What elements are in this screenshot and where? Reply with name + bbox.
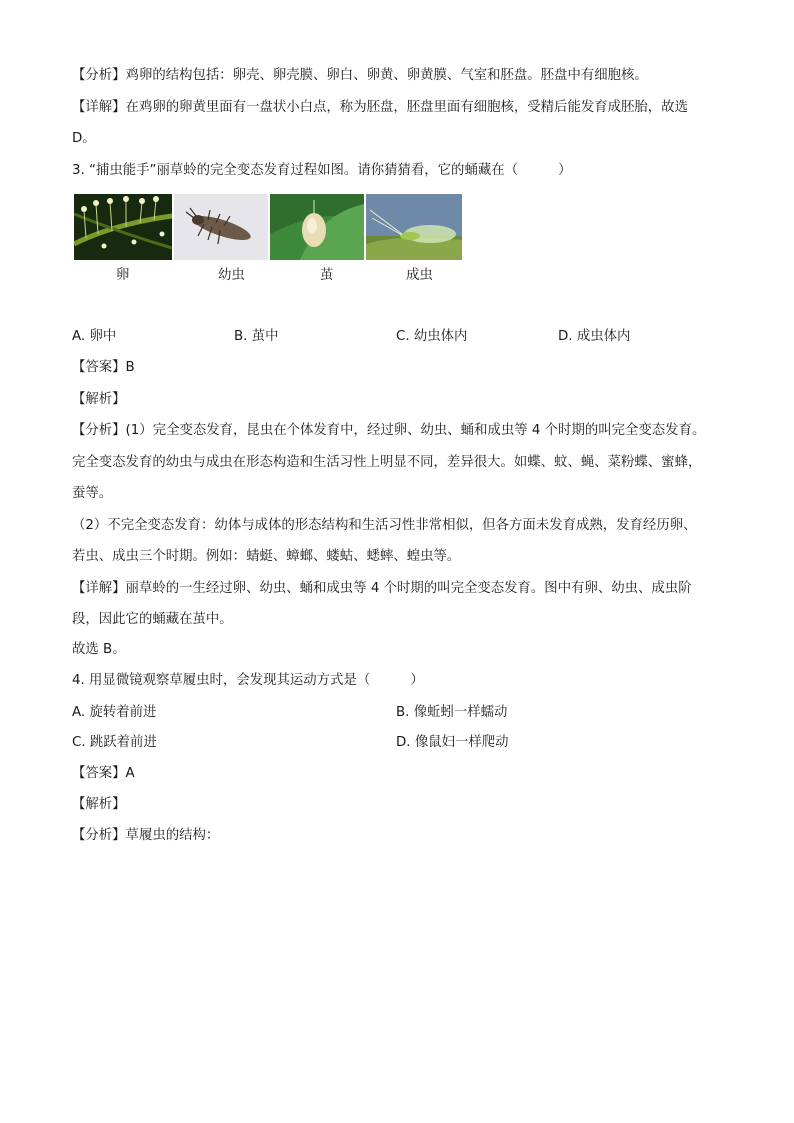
q4-option-b: B. 像蚯蚓一样蠕动	[396, 705, 508, 720]
question-3: 3. “捕虫能手”丽草蛉的完全变态发育过程如图。请你猜猜看，它的蛹藏在（ ）	[72, 163, 572, 178]
caption-adult: 成虫	[406, 268, 433, 283]
line-3: D。	[72, 131, 96, 146]
q4-option-c: C. 跳跃着前进	[72, 735, 157, 750]
q4-option-a: A. 旋转着前进	[72, 705, 157, 720]
line-12: 【详解】丽草蛉的一生经过卵、幼虫、蛹和成虫等 4 个时期的叫完全变态发育。图中有卵、幼虫、成虫阶	[72, 581, 692, 596]
line-1: 【分析】鸡卵的结构包括：卵壳、卵壳膜、卵白、卵黄、卵黄膜、气室和胚盘。胚盘中有细胞核。	[72, 68, 648, 83]
q4-analysis-heading: 【解析】	[72, 797, 126, 812]
q4-answer: 【答案】A	[72, 766, 135, 781]
q3-answer: 【答案】B	[72, 360, 135, 375]
egg-photo	[74, 194, 172, 260]
caption-egg: 卵	[116, 268, 130, 283]
line-13: 段，因此它的蛹藏在茧中。	[72, 612, 233, 627]
larva-photo	[174, 194, 268, 260]
q3-option-b: B. 茧中	[234, 329, 279, 344]
q3-analysis-heading: 【解析】	[72, 392, 126, 407]
line-9: 蚕等。	[72, 486, 113, 501]
q4-option-d: D. 像鼠妇一样爬动	[396, 735, 509, 750]
cocoon-photo	[270, 194, 364, 260]
q3-option-c: C. 幼虫体内	[396, 329, 468, 344]
caption-cocoon: 茧	[320, 268, 334, 283]
line-8: 完全变态发育的幼虫与成虫在形态构造和生活习性上明显不同，差异很大。如蝶、蚊、蝇、菜粉蝶、蜜蜂，	[72, 455, 702, 470]
line-14: 故选 B。	[72, 642, 126, 657]
line-10: （2）不完全变态发育：幼体与成体的形态结构和生活习性非常相似，但各方面未发育成熟，发育经历卵、	[72, 518, 697, 533]
q3-option-d: D. 成虫体内	[558, 329, 631, 344]
caption-larva: 幼虫	[218, 268, 245, 283]
line-2: 【详解】在鸡卵的卵黄里面有一盘状小白点，称为胚盘，胚盘里面有细胞核，受精后能发育成胚胎，故选	[72, 100, 688, 115]
line-11: 若虫、成虫三个时期。例如：蜻蜓、蟑螂、蝼蛄、蟋蟀、蝗虫等。	[72, 549, 461, 564]
question-4: 4. 用显微镜观察草履虫时，会发现其运动方式是（ ）	[72, 673, 424, 688]
q3-option-a: A. 卵中	[72, 329, 117, 344]
line-18: 【分析】草履虫的结构：	[72, 828, 220, 843]
adult-photo	[366, 194, 462, 260]
line-7: 【分析】(1）完全变态发育，昆虫在个体发育中，经过卵、幼虫、蛹和成虫等 4 个时期的叫完全变态发育。	[72, 423, 706, 438]
